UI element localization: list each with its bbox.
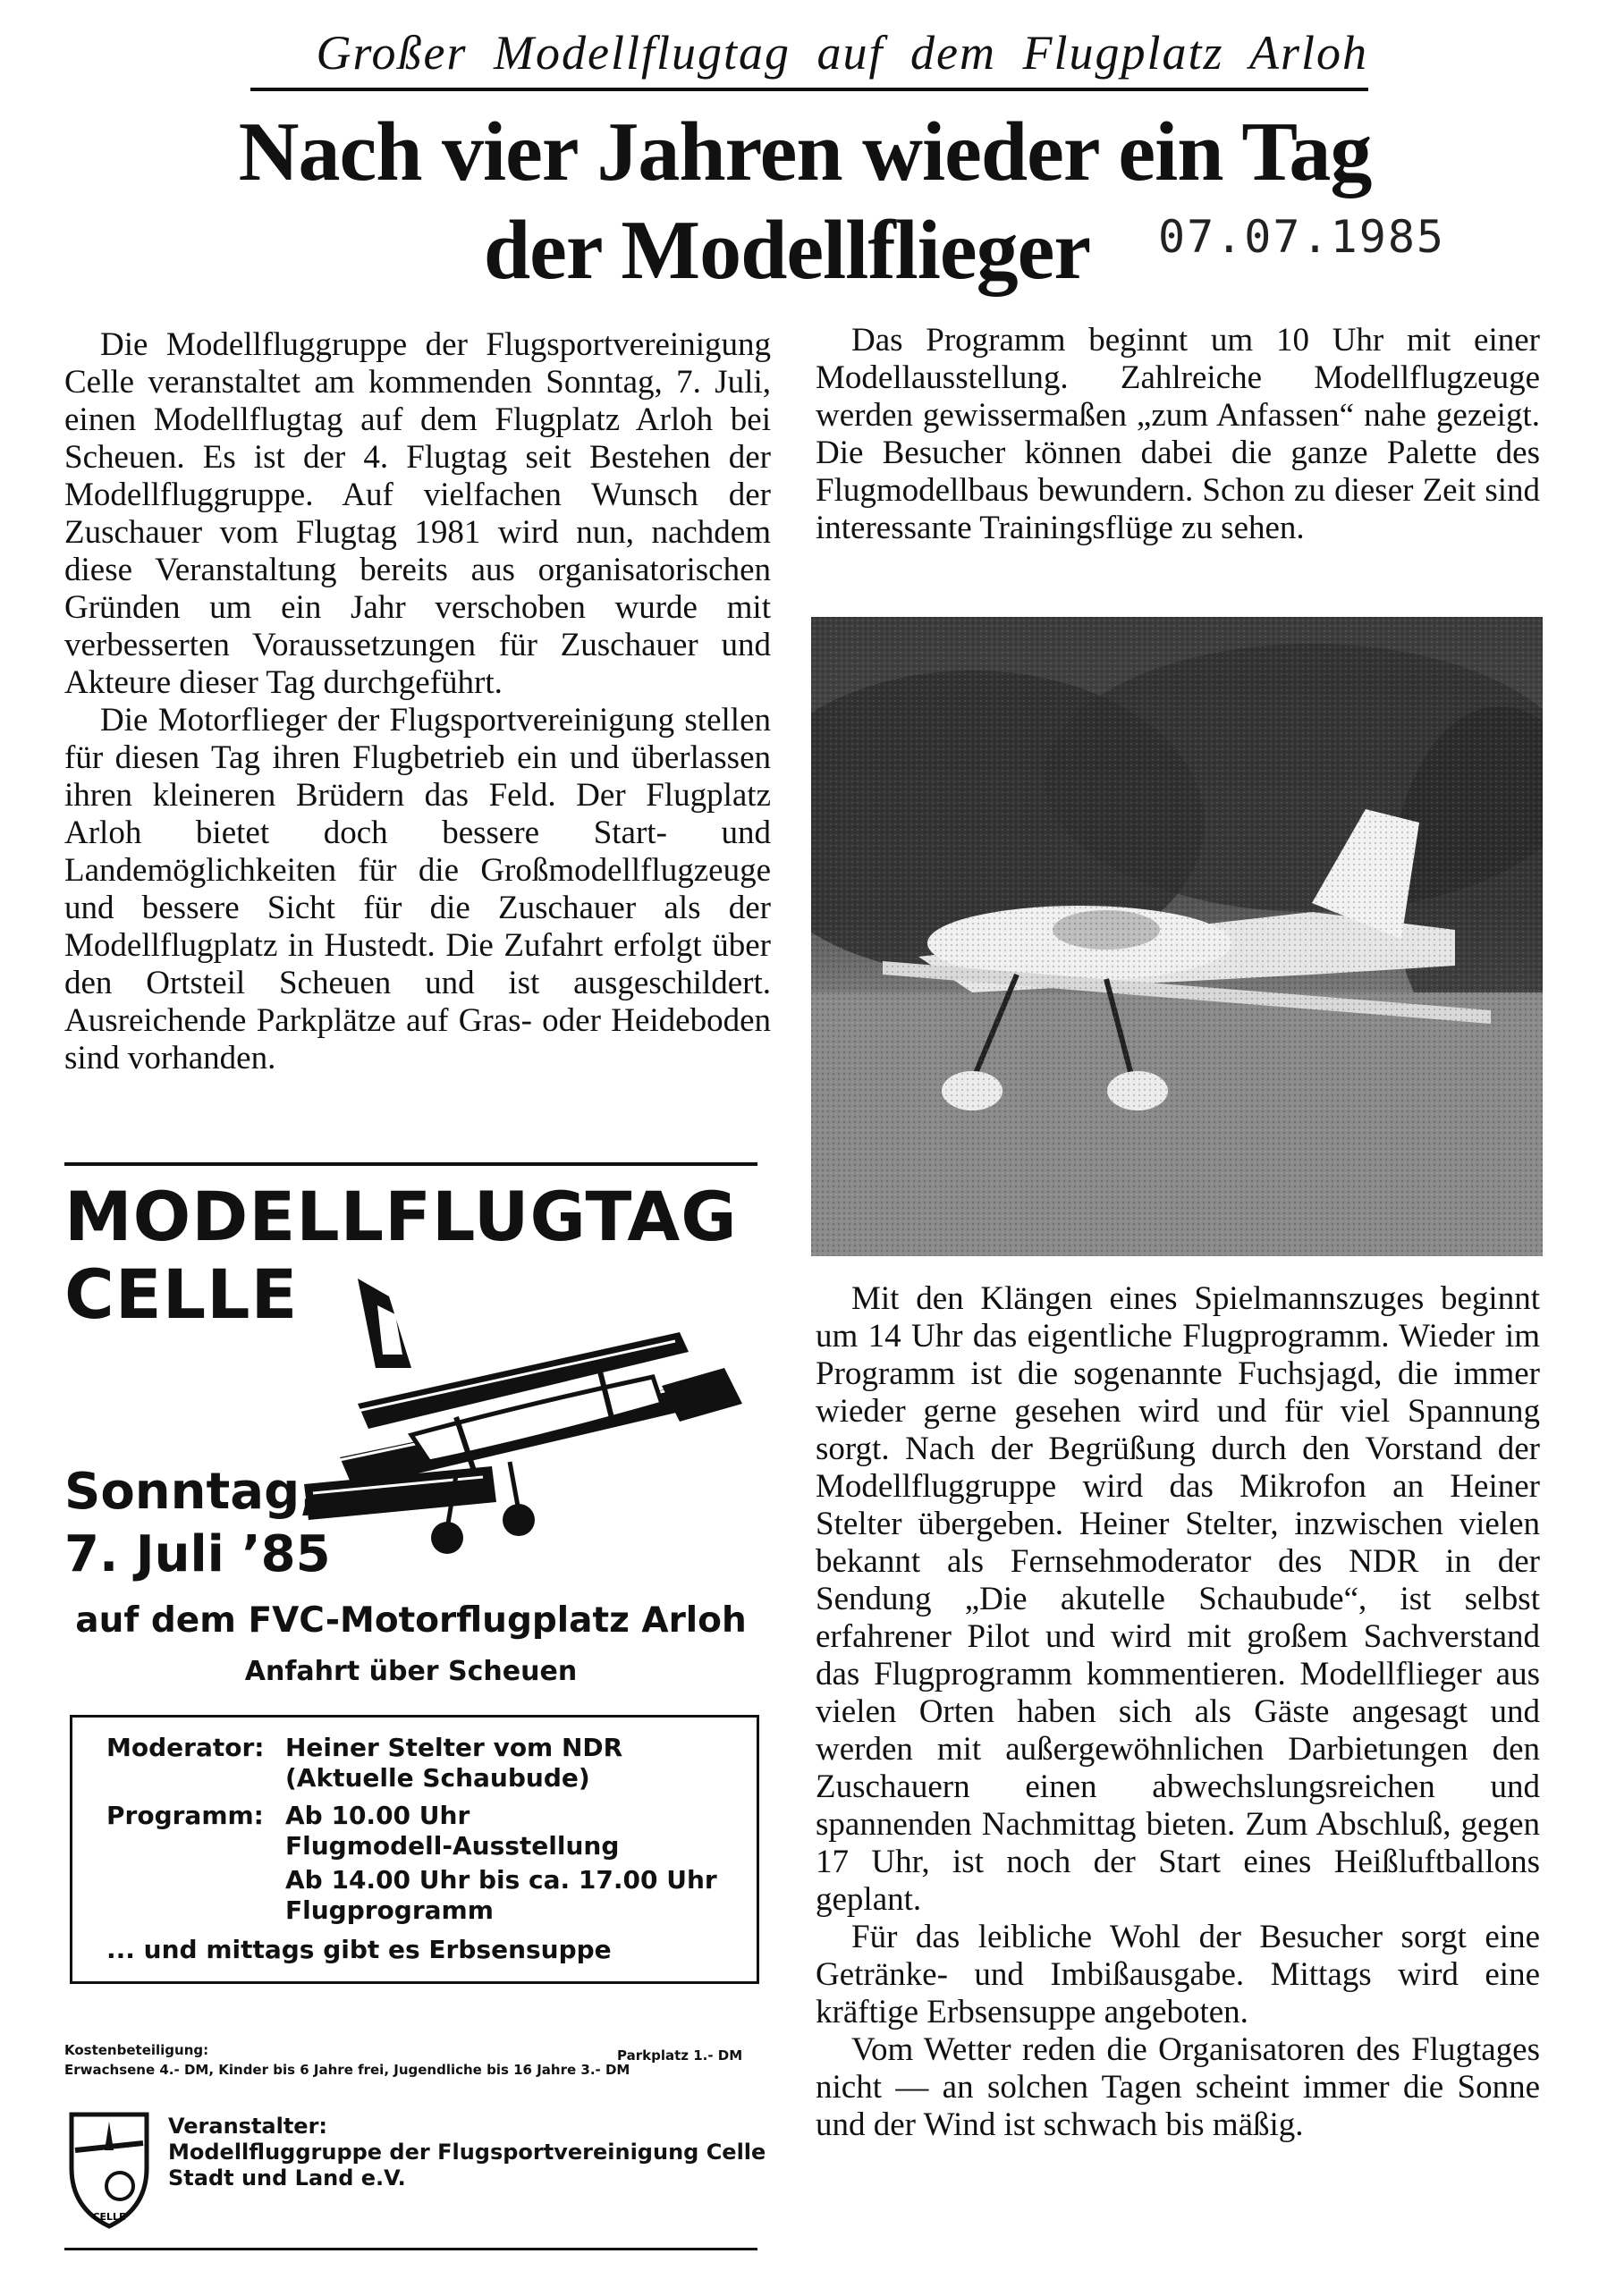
- organizer-name: Modellfluggruppe der Flugsportvereinigung Celle: [168, 2140, 766, 2165]
- club-crest-icon: [64, 2097, 154, 2231]
- ad-soup-note: ... und mittags gibt es Erbsensuppe: [106, 1935, 612, 1964]
- headline-line-1: Nach vier Jahren wieder ein Tag: [238, 106, 1372, 198]
- ad-top-rule: [64, 1162, 757, 1166]
- article-paragraph: Vom Wetter reden die Organisatoren des Flugtages nicht — an solchen Tagen scheint immer die Sonne und der Wind ist schwach bis mäßig.: [816, 2031, 1540, 2143]
- organizer-block: [168, 2114, 766, 2191]
- article-paragraph: Die Motorflieger der Flugsportvereinigung stellen für diesen Tag ihren Flugbetrieb ein und überlassen ihren kleineren Brüdern das Feld. Der Flugplatz Arloh bietet doch bessere Start- und Landemöglichkeiten für die Großmodellflugzeuge und bessere Sicht für die Zuschauer als der Modellflugplatz in Hustedt. Die Zufahrt erfolgt über den Ortsteil Scheuen und ist ausgeschildert. Ausreichende Parkplätze auf Gras- oder Heideboden sind vorhanden.: [64, 702, 771, 1076]
- ad-title: MODELLFLUGTAG: [64, 1177, 738, 1256]
- program-item-1: Flugmodell-Ausstellung: [285, 1831, 620, 1861]
- photo-model-airplane: [811, 617, 1543, 1256]
- article-paragraph: Die Modellfluggruppe der Flugsportvereinigung Celle veranstaltet am kommenden Sonntag, 7. Juli, einen Modellflugtag auf dem Flugplatz Arloh bei Scheuen. Es ist der 4. Flugtag seit Bestehen der Modellfluggruppe. Auf vielfachen Wunsch der Zuschauer vom Flugtag 1981 wird nun, nachdem diese Veranstaltung bereits aus organisatorischen Gründen um ein Jahr verschoben wurde mit verbesserten Voraussetzungen für Zuschauer und Akteure dieser Tag durchgeführt.: [64, 326, 771, 701]
- article-paragraph: Mit den Klängen eines Spielmannszuges beginnt um 14 Uhr das eigentliche Flugprogramm. Wieder im Programm ist die sogenannte Fuchsjagd, die immer wieder gerne gesehen wird und für viel Spannung sorgt. Nach der Begrüßung durch den Vorstand der Modellfluggruppe wird das Mikrofon an Heiner Stelter übergeben. Heiner Stelter, inzwischen vielen bekannt als Fernsehmoderator des NDR in der Sendung „Die akutelle Schaubude“, ist selbst erfahrener Pilot und wird mit großem Sachverstand das Flugprogramm kommentieren. Modellflieger aus vielen Orten haben sich als Gäste angesagt und werden mit außergewöhnlichen Darbietungen den Zuschauern einen abwechslungsreichen und spannenden Nachmittag bieten. Zum Abschluß, gegen 17 Uhr, ist noch der Start eines Heißluftballons geplant.: [816, 1280, 1540, 1918]
- moderator-name: Heiner Stelter vom NDR: [285, 1733, 623, 1762]
- article-left-column: [64, 326, 771, 1077]
- program-time-1: Ab 10.00 Uhr: [285, 1801, 470, 1830]
- program-label: Programm:: [106, 1801, 264, 1830]
- crest-label: CELLE: [92, 2211, 126, 2223]
- article-paragraph: Das Programm beginnt um 10 Uhr mit einer Modellausstellung. Zahlreiche Modellflugzeuge werden gewissermaßen „zum Anfassen“ nahe gezeigt. Die Besucher können dabei die ganze Palette des Flugmodellbaus bewundern. Schon zu dieser Zeit sind interessante Trainingsflüge zu sehen.: [816, 322, 1540, 546]
- organizer-name-2: Stadt und Land e.V.: [168, 2165, 406, 2190]
- ad-venue: auf dem FVC-Motorflugplatz Arloh: [75, 1600, 747, 1641]
- ad-direction: Anfahrt über Scheuen: [244, 1656, 578, 1687]
- moderator-label: Moderator:: [106, 1733, 265, 1762]
- photo-illustration: [811, 617, 1543, 1256]
- article-right-column-top: [816, 322, 1540, 547]
- ad-title-city: CELLE: [64, 1254, 299, 1334]
- program-item-2: Flugprogramm: [285, 1895, 494, 1925]
- article-right-column-bottom: [816, 1280, 1540, 2144]
- parking-price: Parkplatz 1.- DM: [617, 2047, 743, 2064]
- kicker-headline: Großer Modellflugtag auf dem Flugplatz Arloh: [316, 26, 1368, 80]
- program-time-2: Ab 14.00 Uhr bis ca. 17.00 Uhr: [285, 1865, 717, 1895]
- ad-bottom-rule: [64, 2248, 757, 2250]
- date-stamp: 07.07.1985: [1158, 211, 1446, 263]
- ad-date: 7. Juli ’85: [64, 1525, 331, 1583]
- ad-date-weekday: Sonntag,: [64, 1463, 319, 1521]
- organizer-label: Veranstalter:: [168, 2114, 328, 2139]
- headline-line-2: der Modellflieger: [483, 204, 1091, 297]
- kicker-rule: [250, 88, 1368, 91]
- biplane-illustration: [304, 1270, 751, 1565]
- ad-program-box: [70, 1715, 759, 1984]
- admission-prices: Erwachsene 4.- DM, Kinder bis 6 Jahre frei, Jugendliche bis 16 Jahre 3.- DM: [64, 2062, 630, 2078]
- article-paragraph: Für das leibliche Wohl der Besucher sorgt eine Getränke- und Imbißausgabe. Mittags wird eine kräftige Erbsensuppe angeboten.: [816, 1919, 1540, 2030]
- moderator-show: (Aktuelle Schaubude): [285, 1763, 590, 1793]
- costs-label: Kostenbeteiligung:: [64, 2042, 209, 2058]
